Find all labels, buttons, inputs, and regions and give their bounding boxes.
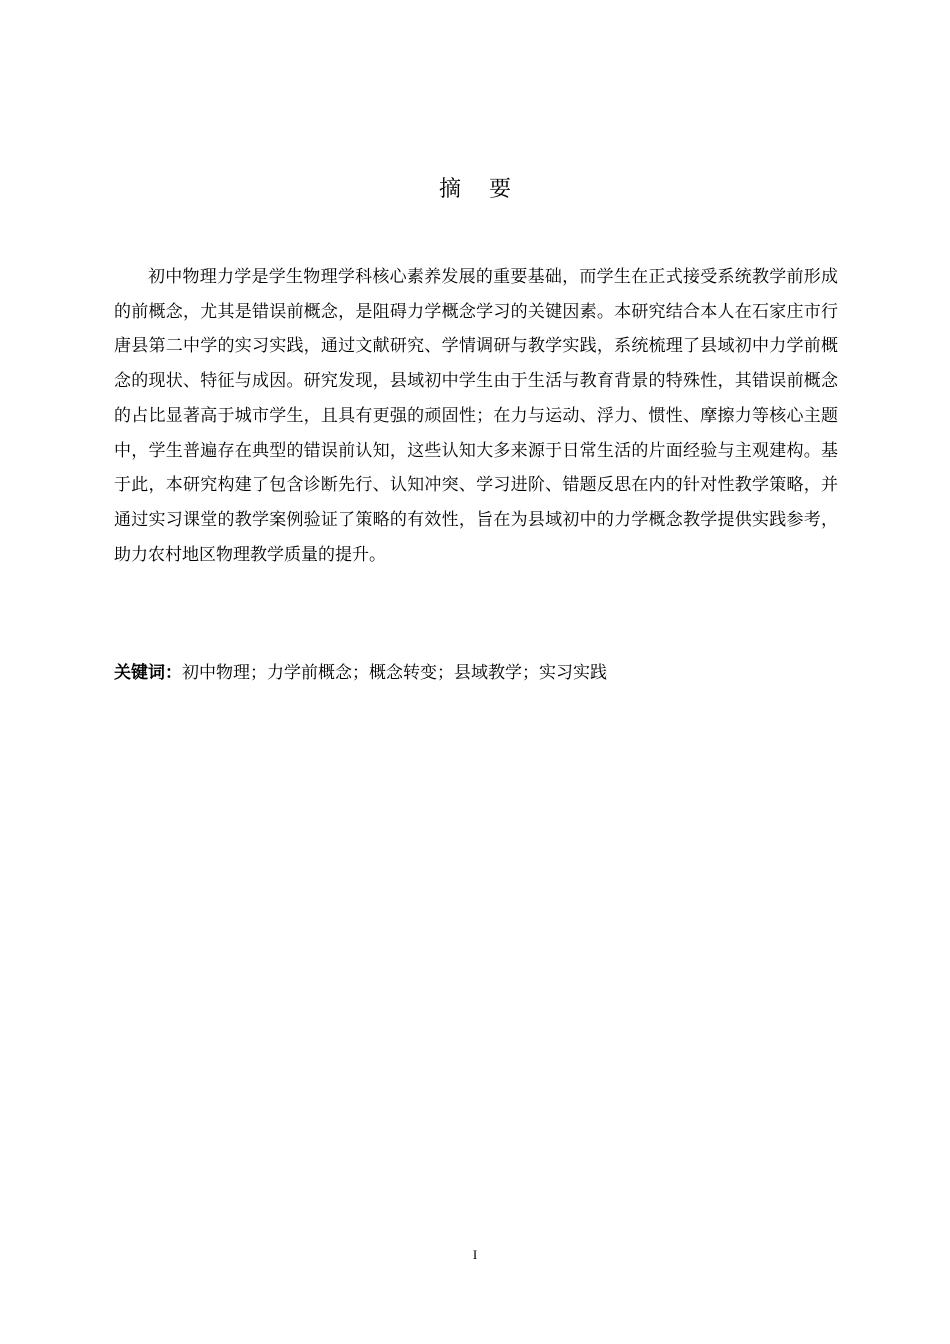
abstract-body: 初中物理力学是学生物理学科核心素养发展的重要基础，而学生在正式接受系统教学前形成的前概念，尤其是错误前概念，是阻碍力学概念学习的关键因素。本研究结合本人在石家庄市行唐县第二中学的实习实践，通过文献研究、学情调研与教学实践，系统梳理了县域初中力学前概念的现状、特征与成因。研究发现，县域初中学生由于生活与教育背景的特殊性，其错误前概念的占比显著高于城市学生，且具有更强的顽固性；在力与运动、浮力、惯性、摩擦力等核心主题中，学生普遍存在典型的错误前认知，这些认知大多来源于日常生活的片面经验与主观建构。基于此，本研究构建了包含诊断先行、认知冲突、学习进阶、错题反思在内的针对性教学策略，并通过实习课堂的教学案例验证了策略的有效性，旨在为县域初中的力学概念教学提供实践参考，助力农村地区物理教学质量的提升。 xyxy=(114,267,838,565)
abstract-title-char-1: 摘 xyxy=(438,177,461,202)
keywords-label: 关键词： xyxy=(114,663,182,683)
page-number: I xyxy=(472,1247,478,1262)
abstract-title xyxy=(0,172,950,208)
keywords-list: 初中物理；力学前概念；概念转变；县域教学；实习实践 xyxy=(182,663,607,683)
abstract-title-char-2: 要 xyxy=(489,177,512,202)
keywords-line xyxy=(114,656,838,690)
